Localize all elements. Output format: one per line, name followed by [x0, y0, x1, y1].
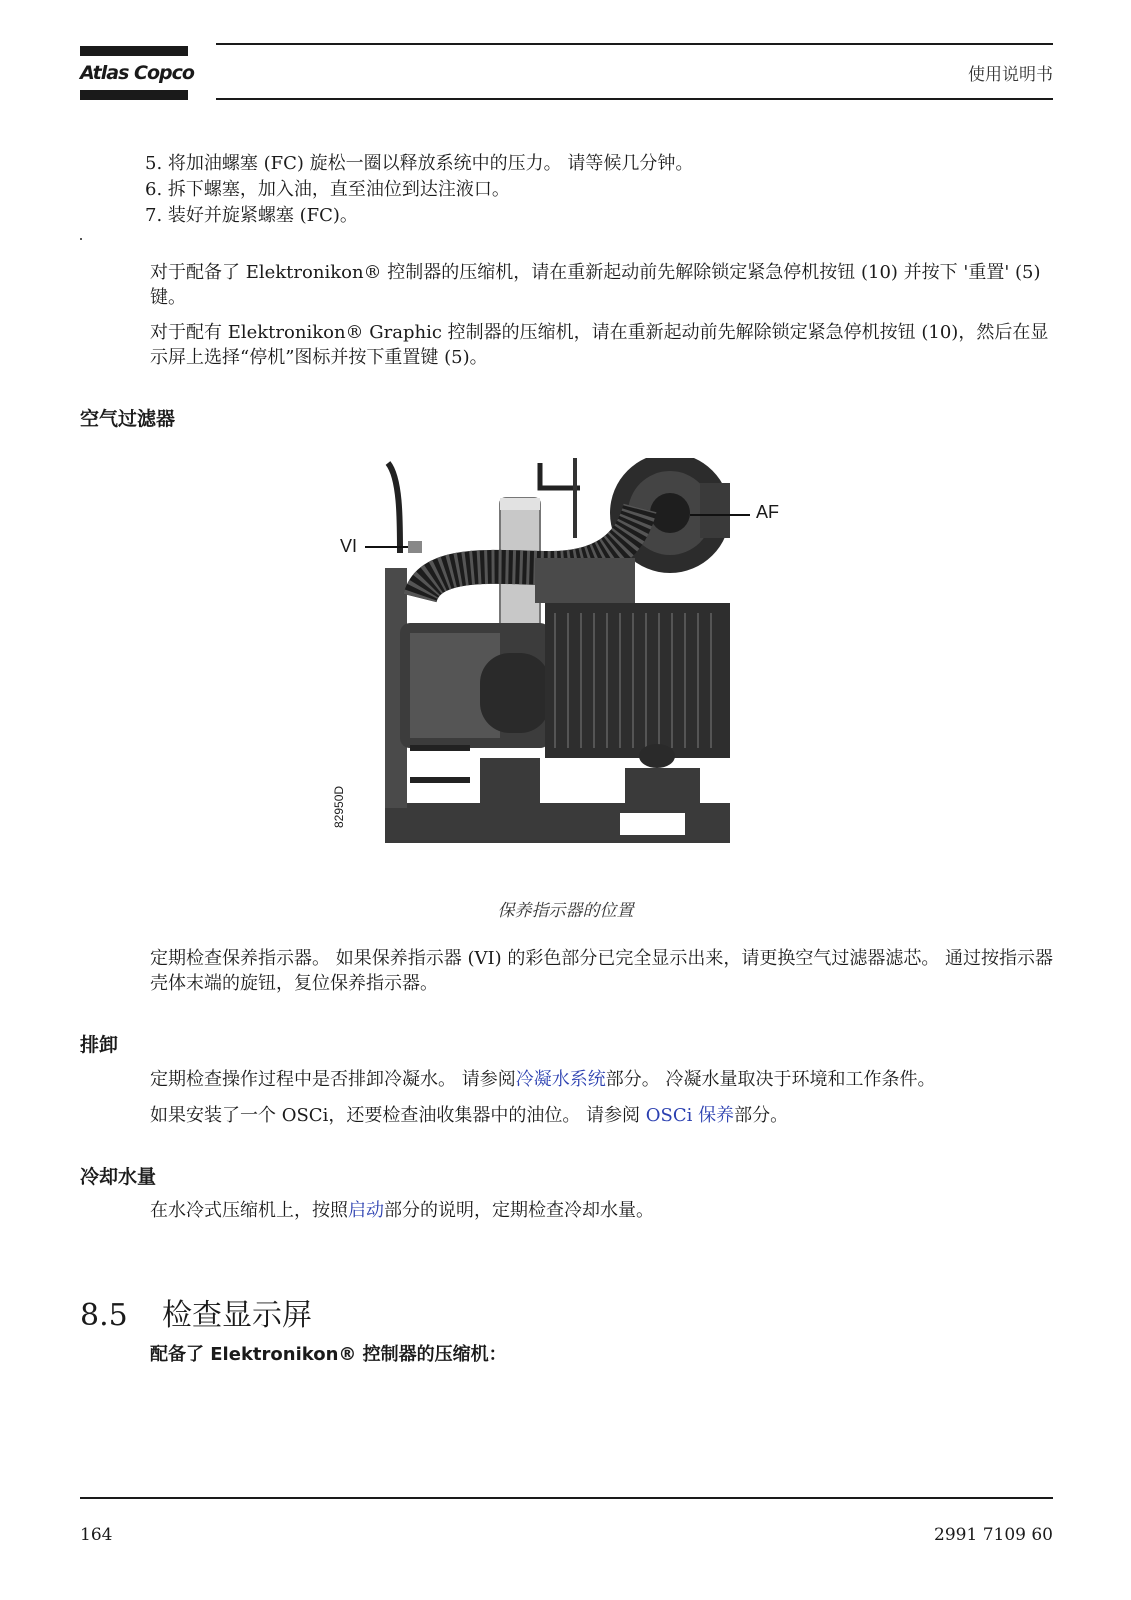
cooling-text-b: 部分的说明，定期检查冷却水量。 — [384, 1200, 654, 1221]
air-filter-text: 定期检查保养指示器。 如果保养指示器 (VI) 的彩色部分已完全显示出来，请更换空气过滤器滤芯。 通过按指示器壳体末端的旋钮，复位保养指示器。 — [150, 948, 1054, 994]
header-rule-top — [216, 43, 1053, 45]
drain-p1-text-b: 部分。 冷凝水量取决于环境和工作条件。 — [605, 1069, 936, 1090]
note-elektronikon: 对于配备了 Elektronikon® 控制器的压缩机，请在重新起动前先解除锁定紧急停机按钮 (10) 并按下 '重置' (5) 键。 — [150, 262, 1041, 308]
logo-text: Atlas Copco — [80, 62, 194, 84]
drain-p2-text-b: 部分。 — [734, 1105, 789, 1126]
note-elektronikon-graphic: 对于配有 Elektronikon® Graphic 控制器的压缩机，请在重新起动前先解除锁定紧急停机按钮 (10)，然后在显示屏上选择“停机”图标并按下重置键 (5)。 — [150, 322, 1049, 368]
stray-dot — [80, 238, 82, 240]
drain-paragraph-2 — [150, 1103, 1055, 1128]
link-condensate-system[interactable]: 冷凝水系统 — [515, 1069, 606, 1090]
header-title: 使用说明书 — [968, 65, 1053, 85]
chapter-heading — [80, 1290, 312, 1334]
header-rule-bottom — [216, 98, 1053, 100]
drain-p1-text-a: 定期检查操作过程中是否排卸冷凝水。 请参阅 — [150, 1069, 516, 1090]
cooling-text-a: 在水冷式压缩机上，按照 — [150, 1200, 348, 1221]
link-osci-service[interactable]: OSCi 保养 — [645, 1105, 735, 1126]
document-number: 2991 7109 60 — [934, 1525, 1053, 1545]
figure-label-vi: VI — [340, 536, 358, 556]
section-heading-drain: 排卸 — [80, 1034, 119, 1056]
step-7: 7. 装好并旋紧螺塞 (FC)。 — [145, 205, 358, 226]
drain-p2-text-a: 如果安装了一个 OSCi，还要检查油收集器中的油位。 请参阅 — [150, 1105, 646, 1126]
section-heading-cooling-water: 冷却水量 — [80, 1166, 157, 1188]
service-indicator-figure — [332, 458, 780, 863]
figure-code: 82950D — [332, 785, 346, 828]
chapter-title: 检查显示屏 — [162, 1298, 312, 1333]
atlas-copco-logo — [80, 46, 194, 100]
step-6: 6. 拆下螺塞，加入油，直至油位到达注液口。 — [145, 179, 510, 200]
figure-label-af: AF — [756, 502, 780, 522]
section-heading-air-filter: 空气过滤器 — [80, 408, 176, 430]
figure-caption: 保养指示器的位置 — [497, 901, 634, 921]
link-startup[interactable]: 启动 — [348, 1200, 384, 1221]
footer-rule — [80, 1497, 1053, 1499]
chapter-number: 8.5 — [80, 1298, 128, 1333]
page-number: 164 — [80, 1525, 113, 1545]
cooling-paragraph — [150, 1198, 1055, 1223]
drain-paragraph-1 — [150, 1067, 1055, 1092]
step-5: 5. 将加油螺塞 (FC) 旋松一圈以释放系统中的压力。 请等候几分钟。 — [145, 153, 694, 174]
chapter-subheading: 配备了 Elektronikon® 控制器的压缩机： — [150, 1344, 507, 1365]
logo-bar-bottom — [80, 90, 188, 100]
logo-bar-top — [80, 46, 188, 56]
